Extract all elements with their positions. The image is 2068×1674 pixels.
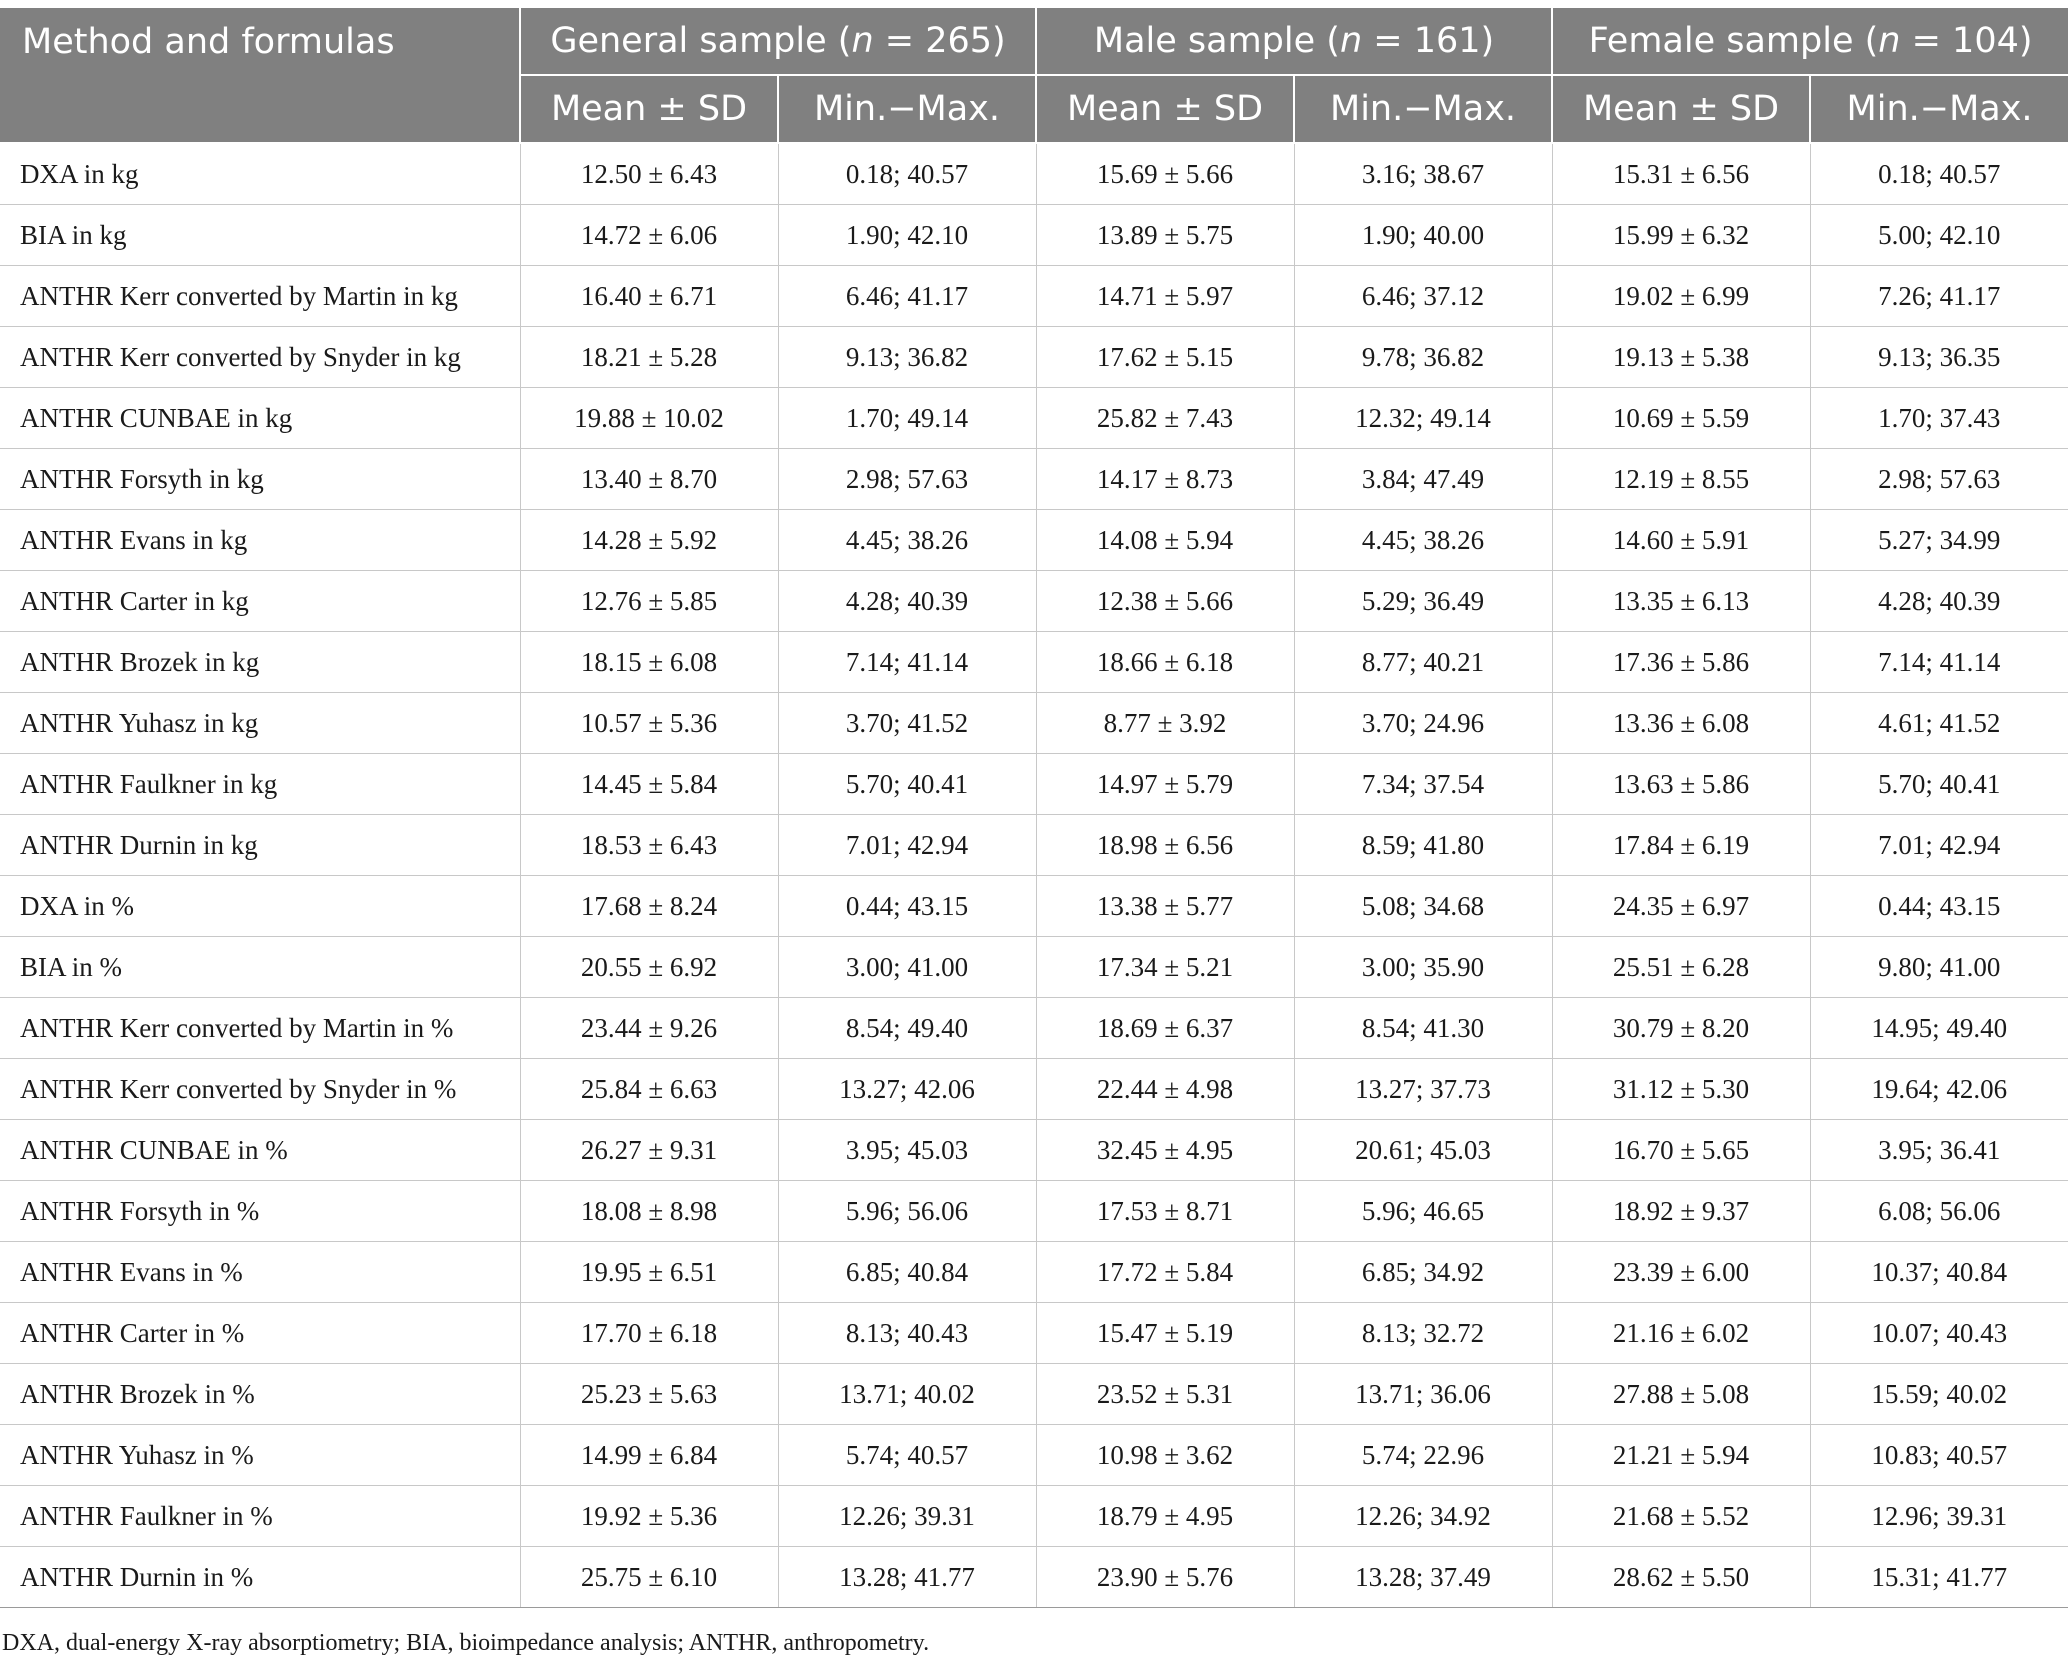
table-row (0, 876, 2068, 937)
general-min-max-cell: 8.13; 40.43 (778, 1303, 1036, 1364)
male-min-max-cell: 13.28; 37.49 (1294, 1547, 1552, 1608)
method-label-cell: ANTHR Faulkner in kg (0, 754, 520, 815)
male-mean-sd-cell: 12.38 ± 5.66 (1036, 571, 1294, 632)
general-min-max-cell: 1.70; 49.14 (778, 388, 1036, 449)
female-min-max-cell: 7.01; 42.94 (1810, 815, 2068, 876)
general-min-max-cell: 7.01; 42.94 (778, 815, 1036, 876)
method-label-cell: ANTHR Kerr converted by Martin in kg (0, 266, 520, 327)
general-mean-sd-cell: 13.40 ± 8.70 (520, 449, 778, 510)
results-table (0, 8, 2068, 1608)
female-mean-sd-cell: 23.39 ± 6.00 (1552, 1242, 1810, 1303)
male-min-max-cell: 8.13; 32.72 (1294, 1303, 1552, 1364)
female-min-max-cell: 4.28; 40.39 (1810, 571, 2068, 632)
male-min-max-cell: 12.26; 34.92 (1294, 1486, 1552, 1547)
general-mean-sd-cell: 25.75 ± 6.10 (520, 1547, 778, 1608)
general-mean-sd-cell: 10.57 ± 5.36 (520, 693, 778, 754)
female-min-max-cell: 7.26; 41.17 (1810, 266, 2068, 327)
female-min-max-cell: 9.13; 36.35 (1810, 327, 2068, 388)
male-min-max-cell: 3.16; 38.67 (1294, 143, 1552, 205)
male-mean-sd-cell: 17.72 ± 5.84 (1036, 1242, 1294, 1303)
female-sample-header: Female sample (n = 104) (1552, 8, 2068, 75)
method-label-cell: ANTHR Kerr converted by Martin in % (0, 998, 520, 1059)
female-mean-sd-cell: 25.51 ± 6.28 (1552, 937, 1810, 998)
method-label-cell: ANTHR CUNBAE in kg (0, 388, 520, 449)
female-min-max-cell: 19.64; 42.06 (1810, 1059, 2068, 1120)
general-min-max-cell: 6.85; 40.84 (778, 1242, 1036, 1303)
female-min-max-cell: 5.27; 34.99 (1810, 510, 2068, 571)
table-row (0, 143, 2068, 205)
general-min-max-cell: 13.71; 40.02 (778, 1364, 1036, 1425)
male-min-max-cell: 5.96; 46.65 (1294, 1181, 1552, 1242)
female-mean-sd-cell: 18.92 ± 9.37 (1552, 1181, 1810, 1242)
table-row (0, 1425, 2068, 1486)
female-min-max-cell: 0.44; 43.15 (1810, 876, 2068, 937)
female-mean-sd-cell: 12.19 ± 8.55 (1552, 449, 1810, 510)
female-mean-sd-cell: 17.84 ± 6.19 (1552, 815, 1810, 876)
method-label-cell: ANTHR Faulkner in % (0, 1486, 520, 1547)
general-min-max-cell: 5.74; 40.57 (778, 1425, 1036, 1486)
method-label-cell: ANTHR Carter in % (0, 1303, 520, 1364)
female-mean-sd-cell: 21.68 ± 5.52 (1552, 1486, 1810, 1547)
male-min-max-cell: 6.46; 37.12 (1294, 266, 1552, 327)
male-min-max-cell: 4.45; 38.26 (1294, 510, 1552, 571)
female-mean-sd-cell: 15.99 ± 6.32 (1552, 205, 1810, 266)
general-mean-sd-cell: 12.50 ± 6.43 (520, 143, 778, 205)
male-min-max-cell: 13.27; 37.73 (1294, 1059, 1552, 1120)
male-min-max-cell: 5.74; 22.96 (1294, 1425, 1552, 1486)
female-mean-sd-cell: 16.70 ± 5.65 (1552, 1120, 1810, 1181)
general-min-max-cell: 12.26; 39.31 (778, 1486, 1036, 1547)
table-row (0, 693, 2068, 754)
method-label-cell: DXA in kg (0, 143, 520, 205)
method-label-cell: BIA in % (0, 937, 520, 998)
male-min-max-cell: 13.71; 36.06 (1294, 1364, 1552, 1425)
male-min-max-cell: 1.90; 40.00 (1294, 205, 1552, 266)
female-min-max-cell: 5.00; 42.10 (1810, 205, 2068, 266)
table-row (0, 388, 2068, 449)
male-mean-sd-header: Mean ± SD (1036, 75, 1294, 143)
general-min-max-cell: 8.54; 49.40 (778, 998, 1036, 1059)
method-label-cell: ANTHR Carter in kg (0, 571, 520, 632)
female-min-max-cell: 9.80; 41.00 (1810, 937, 2068, 998)
general-mean-sd-cell: 20.55 ± 6.92 (520, 937, 778, 998)
male-sample-header: Male sample (n = 161) (1036, 8, 1552, 75)
general-min-max-cell: 13.27; 42.06 (778, 1059, 1036, 1120)
female-mean-sd-cell: 27.88 ± 5.08 (1552, 1364, 1810, 1425)
male-min-max-cell: 7.34; 37.54 (1294, 754, 1552, 815)
female-min-max-cell: 0.18; 40.57 (1810, 143, 2068, 205)
female-mean-sd-header: Mean ± SD (1552, 75, 1810, 143)
female-min-max-cell: 12.96; 39.31 (1810, 1486, 2068, 1547)
general-mean-sd-cell: 25.23 ± 5.63 (520, 1364, 778, 1425)
female-mean-sd-cell: 28.62 ± 5.50 (1552, 1547, 1810, 1608)
general-mean-sd-cell: 18.15 ± 6.08 (520, 632, 778, 693)
method-label-cell: ANTHR Evans in % (0, 1242, 520, 1303)
female-mean-sd-cell: 21.21 ± 5.94 (1552, 1425, 1810, 1486)
method-label-cell: ANTHR Kerr converted by Snyder in % (0, 1059, 520, 1120)
general-mean-sd-cell: 12.76 ± 5.85 (520, 571, 778, 632)
general-mean-sd-cell: 23.44 ± 9.26 (520, 998, 778, 1059)
female-mean-sd-cell: 17.36 ± 5.86 (1552, 632, 1810, 693)
general-min-max-cell: 6.46; 41.17 (778, 266, 1036, 327)
male-mean-sd-cell: 15.47 ± 5.19 (1036, 1303, 1294, 1364)
female-mean-sd-cell: 14.60 ± 5.91 (1552, 510, 1810, 571)
male-min-max-cell: 6.85; 34.92 (1294, 1242, 1552, 1303)
general-mean-sd-cell: 18.08 ± 8.98 (520, 1181, 778, 1242)
general-min-max-cell: 4.45; 38.26 (778, 510, 1036, 571)
table-row (0, 571, 2068, 632)
female-mean-sd-cell: 24.35 ± 6.97 (1552, 876, 1810, 937)
results-table-container (0, 8, 2068, 1608)
general-min-max-cell: 13.28; 41.77 (778, 1547, 1036, 1608)
general-mean-sd-cell: 19.95 ± 6.51 (520, 1242, 778, 1303)
male-min-max-header: Min.−Max. (1294, 75, 1552, 143)
female-mean-sd-cell: 13.35 ± 6.13 (1552, 571, 1810, 632)
table-row (0, 1242, 2068, 1303)
general-mean-sd-cell: 18.53 ± 6.43 (520, 815, 778, 876)
method-label-cell: ANTHR Evans in kg (0, 510, 520, 571)
general-mean-sd-cell: 14.99 ± 6.84 (520, 1425, 778, 1486)
female-mean-sd-cell: 19.13 ± 5.38 (1552, 327, 1810, 388)
male-min-max-cell: 12.32; 49.14 (1294, 388, 1552, 449)
male-mean-sd-cell: 17.53 ± 8.71 (1036, 1181, 1294, 1242)
female-mean-sd-cell: 21.16 ± 6.02 (1552, 1303, 1810, 1364)
table-row (0, 937, 2068, 998)
table-footnote: DXA, dual-energy X-ray absorptiometry; BIA, bioimpedance analysis; ANTHR, anthropometry. (2, 1630, 930, 1656)
table-row (0, 205, 2068, 266)
male-mean-sd-cell: 13.89 ± 5.75 (1036, 205, 1294, 266)
general-mean-sd-cell: 19.92 ± 5.36 (520, 1486, 778, 1547)
male-mean-sd-cell: 14.97 ± 5.79 (1036, 754, 1294, 815)
table-header (0, 8, 2068, 143)
female-mean-sd-cell: 10.69 ± 5.59 (1552, 388, 1810, 449)
male-min-max-cell: 3.00; 35.90 (1294, 937, 1552, 998)
general-mean-sd-cell: 26.27 ± 9.31 (520, 1120, 778, 1181)
method-label-cell: ANTHR Yuhasz in kg (0, 693, 520, 754)
method-column-header: Method and formulas (0, 8, 520, 143)
general-mean-sd-cell: 16.40 ± 6.71 (520, 266, 778, 327)
female-mean-sd-cell: 31.12 ± 5.30 (1552, 1059, 1810, 1120)
female-min-max-cell: 5.70; 40.41 (1810, 754, 2068, 815)
table-row (0, 1120, 2068, 1181)
table-body (0, 143, 2068, 1608)
male-mean-sd-cell: 13.38 ± 5.77 (1036, 876, 1294, 937)
female-min-max-cell: 10.83; 40.57 (1810, 1425, 2068, 1486)
general-min-max-cell: 2.98; 57.63 (778, 449, 1036, 510)
general-min-max-cell: 3.70; 41.52 (778, 693, 1036, 754)
general-min-max-header: Min.−Max. (778, 75, 1036, 143)
male-mean-sd-cell: 25.82 ± 7.43 (1036, 388, 1294, 449)
method-label-cell: ANTHR Forsyth in % (0, 1181, 520, 1242)
female-min-max-cell: 3.95; 36.41 (1810, 1120, 2068, 1181)
table-row (0, 327, 2068, 388)
male-mean-sd-cell: 18.69 ± 6.37 (1036, 998, 1294, 1059)
male-min-max-cell: 3.70; 24.96 (1294, 693, 1552, 754)
male-min-max-cell: 8.54; 41.30 (1294, 998, 1552, 1059)
male-mean-sd-cell: 14.08 ± 5.94 (1036, 510, 1294, 571)
method-label-cell: ANTHR CUNBAE in % (0, 1120, 520, 1181)
table-row (0, 449, 2068, 510)
male-mean-sd-cell: 10.98 ± 3.62 (1036, 1425, 1294, 1486)
male-mean-sd-cell: 14.71 ± 5.97 (1036, 266, 1294, 327)
male-min-max-cell: 3.84; 47.49 (1294, 449, 1552, 510)
method-label-cell: ANTHR Brozek in kg (0, 632, 520, 693)
general-min-max-cell: 0.18; 40.57 (778, 143, 1036, 205)
table-row (0, 754, 2068, 815)
table-row (0, 1059, 2068, 1120)
table-row (0, 632, 2068, 693)
male-mean-sd-cell: 17.62 ± 5.15 (1036, 327, 1294, 388)
general-mean-sd-cell: 14.28 ± 5.92 (520, 510, 778, 571)
method-label-cell: ANTHR Durnin in kg (0, 815, 520, 876)
male-min-max-cell: 9.78; 36.82 (1294, 327, 1552, 388)
general-min-max-cell: 3.95; 45.03 (778, 1120, 1036, 1181)
general-mean-sd-cell: 18.21 ± 5.28 (520, 327, 778, 388)
table-row (0, 1303, 2068, 1364)
female-min-max-cell: 15.31; 41.77 (1810, 1547, 2068, 1608)
male-mean-sd-cell: 23.90 ± 5.76 (1036, 1547, 1294, 1608)
female-min-max-cell: 14.95; 49.40 (1810, 998, 2068, 1059)
method-label-cell: ANTHR Forsyth in kg (0, 449, 520, 510)
female-min-max-cell: 7.14; 41.14 (1810, 632, 2068, 693)
female-min-max-cell: 2.98; 57.63 (1810, 449, 2068, 510)
male-mean-sd-cell: 22.44 ± 4.98 (1036, 1059, 1294, 1120)
female-mean-sd-cell: 30.79 ± 8.20 (1552, 998, 1810, 1059)
male-mean-sd-cell: 23.52 ± 5.31 (1036, 1364, 1294, 1425)
method-label-cell: ANTHR Durnin in % (0, 1547, 520, 1608)
general-min-max-cell: 1.90; 42.10 (778, 205, 1036, 266)
male-min-max-cell: 20.61; 45.03 (1294, 1120, 1552, 1181)
female-mean-sd-cell: 19.02 ± 6.99 (1552, 266, 1810, 327)
general-mean-sd-cell: 17.70 ± 6.18 (520, 1303, 778, 1364)
table-row (0, 1364, 2068, 1425)
male-min-max-cell: 8.59; 41.80 (1294, 815, 1552, 876)
general-mean-sd-cell: 14.72 ± 6.06 (520, 205, 778, 266)
general-min-max-cell: 9.13; 36.82 (778, 327, 1036, 388)
general-min-max-cell: 0.44; 43.15 (778, 876, 1036, 937)
table-row (0, 1181, 2068, 1242)
female-min-max-cell: 4.61; 41.52 (1810, 693, 2068, 754)
general-mean-sd-cell: 25.84 ± 6.63 (520, 1059, 778, 1120)
general-min-max-cell: 7.14; 41.14 (778, 632, 1036, 693)
female-min-max-cell: 10.07; 40.43 (1810, 1303, 2068, 1364)
table-row (0, 266, 2068, 327)
table-row (0, 510, 2068, 571)
table-row (0, 1547, 2068, 1608)
general-mean-sd-cell: 17.68 ± 8.24 (520, 876, 778, 937)
female-min-max-cell: 15.59; 40.02 (1810, 1364, 2068, 1425)
male-mean-sd-cell: 14.17 ± 8.73 (1036, 449, 1294, 510)
general-min-max-cell: 5.70; 40.41 (778, 754, 1036, 815)
general-mean-sd-header: Mean ± SD (520, 75, 778, 143)
female-min-max-cell: 10.37; 40.84 (1810, 1242, 2068, 1303)
general-min-max-cell: 5.96; 56.06 (778, 1181, 1036, 1242)
general-mean-sd-cell: 14.45 ± 5.84 (520, 754, 778, 815)
method-label-cell: ANTHR Yuhasz in % (0, 1425, 520, 1486)
table-row (0, 1486, 2068, 1547)
male-mean-sd-cell: 17.34 ± 5.21 (1036, 937, 1294, 998)
general-mean-sd-cell: 19.88 ± 10.02 (520, 388, 778, 449)
male-mean-sd-cell: 8.77 ± 3.92 (1036, 693, 1294, 754)
male-min-max-cell: 5.29; 36.49 (1294, 571, 1552, 632)
method-label-cell: ANTHR Brozek in % (0, 1364, 520, 1425)
general-sample-header: General sample (n = 265) (520, 8, 1036, 75)
male-mean-sd-cell: 18.98 ± 6.56 (1036, 815, 1294, 876)
male-mean-sd-cell: 15.69 ± 5.66 (1036, 143, 1294, 205)
table-row (0, 815, 2068, 876)
male-mean-sd-cell: 32.45 ± 4.95 (1036, 1120, 1294, 1181)
female-mean-sd-cell: 13.63 ± 5.86 (1552, 754, 1810, 815)
female-min-max-cell: 1.70; 37.43 (1810, 388, 2068, 449)
male-mean-sd-cell: 18.79 ± 4.95 (1036, 1486, 1294, 1547)
method-label-cell: DXA in % (0, 876, 520, 937)
method-label-cell: BIA in kg (0, 205, 520, 266)
female-min-max-cell: 6.08; 56.06 (1810, 1181, 2068, 1242)
male-min-max-cell: 5.08; 34.68 (1294, 876, 1552, 937)
general-min-max-cell: 3.00; 41.00 (778, 937, 1036, 998)
female-mean-sd-cell: 13.36 ± 6.08 (1552, 693, 1810, 754)
method-label-cell: ANTHR Kerr converted by Snyder in kg (0, 327, 520, 388)
female-mean-sd-cell: 15.31 ± 6.56 (1552, 143, 1810, 205)
table-row (0, 998, 2068, 1059)
general-min-max-cell: 4.28; 40.39 (778, 571, 1036, 632)
male-mean-sd-cell: 18.66 ± 6.18 (1036, 632, 1294, 693)
female-min-max-header: Min.−Max. (1810, 75, 2068, 143)
male-min-max-cell: 8.77; 40.21 (1294, 632, 1552, 693)
